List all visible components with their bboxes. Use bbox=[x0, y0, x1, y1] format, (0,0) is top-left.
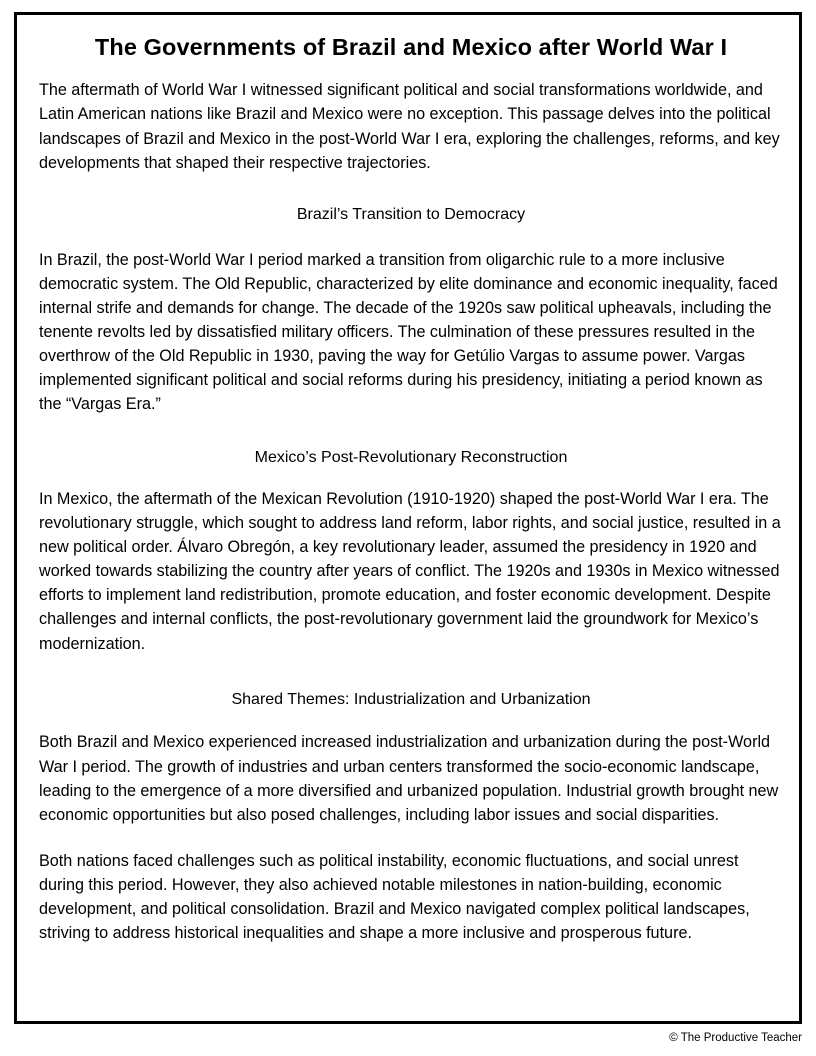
spacer bbox=[39, 416, 783, 448]
spacer bbox=[39, 469, 783, 487]
spacer bbox=[39, 226, 783, 248]
section-paragraph-shared-themes-2: Both nations faced challenges such as political instability, economic fluctuations, and social unrest during this period. However, they also achieved notable milestones in nation-building, economic development, and political consolidation. Brazil and Mexico navigated complex political landscapes, striving to address historical inequalities and shape a more inclusive and prosperous future. bbox=[39, 851, 750, 943]
spacer bbox=[39, 656, 783, 690]
intro-paragraph: The aftermath of World War I witnessed significant political and social transformations worldwide, and Latin American nations like Brazil and Mexico were no exception. This passage delves into the political landscapes of Brazil and Mexico in the post-World War I era, exploring the challenges, reforms, and key developments that shaped their respective trajectories. bbox=[39, 81, 780, 172]
section-heading-brazil: Brazil’s Transition to Democracy bbox=[296, 205, 526, 223]
section-heading-mexico: Mexico’s Post-Revolutionary Reconstruction bbox=[254, 449, 568, 467]
footer-attribution: © The Productive Teacher bbox=[669, 1032, 802, 1044]
section-heading-shared-themes: Shared Themes: Industrialization and Urbanization bbox=[231, 690, 591, 708]
document-content bbox=[39, 33, 783, 945]
spacer bbox=[39, 175, 783, 205]
spacer bbox=[39, 710, 783, 730]
section-paragraph-shared-themes-1: Both Brazil and Mexico experienced increased industrialization and urbanization during the post-World War I period. The growth of industries and urban centers transformed the socio-economic landscape, leading to the emergence of a more diversified and urbanized population. Industrial growth brought new economic opportunities but also posed challenges, including labor issues and social disparities. bbox=[39, 733, 779, 824]
spacer bbox=[39, 827, 783, 849]
section-paragraph-brazil: In Brazil, the post-World War I period marked a transition from oligarchic rule to a more inclusive democratic system. The Old Republic, characterized by elite dominance and economic inequality, faced internal strife and demands for change. The decade of the 1920s saw political upheavals, including the tenente revolts led by dissatisfied military officers. The culmination of these pressures resulted in the overthrow of the Old Republic in 1930, paving the way for Getúlio Vargas to assume power. Vargas implemented significant political and social reforms during his presidency, initiating a period known as the “Vargas Era.” bbox=[39, 250, 778, 414]
page-title: The Governments of Brazil and Mexico after World War I bbox=[94, 34, 728, 60]
section-paragraph-mexico: In Mexico, the aftermath of the Mexican Revolution (1910-1920) shaped the post-World War I era. The revolutionary struggle, which sought to address land reform, labor rights, and social justice, resulted in a new political order. Álvaro Obregón, a key revolutionary leader, assumed the presidency in 1920 and worked towards stabilizing the country after years of conflict. The 1920s and 1930s in Mexico witnessed efforts to implement land redistribution, promote education, and foster economic development. Despite challenges and internal conflicts, the post-revolutionary government laid the groundwork for Mexico’s modernization. bbox=[39, 490, 781, 653]
page-border-frame bbox=[14, 12, 802, 1024]
